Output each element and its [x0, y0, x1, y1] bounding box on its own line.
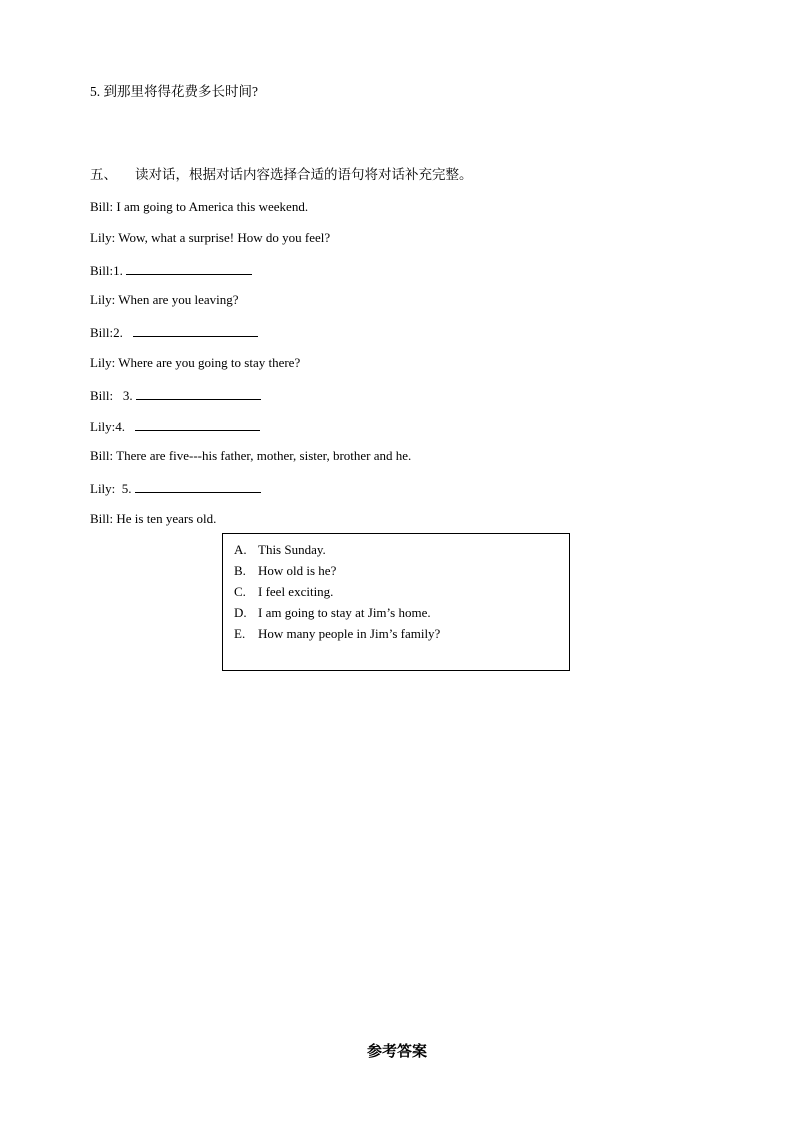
dialogue-line-blank-2: Bill:2. [90, 323, 258, 341]
option-e: E. How many people in Jim’s family? [234, 626, 441, 641]
dialogue-line: Lily: Where are you going to stay there? [90, 355, 301, 370]
dialogue-line: Lily: Wow, what a surprise! How do you feel? [90, 230, 331, 245]
dialogue-line-blank-1: Bill:1. [90, 261, 252, 279]
answer-blank-3[interactable] [136, 386, 261, 400]
answer-blank-5[interactable] [135, 479, 261, 493]
question-5: 5. 到那里将得花费多长时间? [90, 84, 258, 99]
option-c: C. I feel exciting. [234, 584, 334, 599]
option-b: B. How old is he? [234, 563, 337, 578]
dialogue-line: Lily: When are you leaving? [90, 292, 239, 307]
option-d: D. I am going to stay at Jim’s home. [234, 605, 431, 620]
answer-blank-4[interactable] [135, 417, 260, 431]
dialogue-line-blank-4: Lily:4. [90, 417, 260, 435]
dialogue-line: Bill: He is ten years old. [90, 511, 217, 526]
section-instruction: 读对话，根据对话内容选择合适的语句将对话补充完整。 [135, 167, 473, 182]
answer-blank-2[interactable] [133, 323, 258, 337]
dialogue-line: Bill: There are five---his father, mother, sister, brother and he. [90, 448, 412, 463]
answer-blank-1[interactable] [126, 261, 252, 275]
options-box [222, 533, 570, 671]
dialogue-line-blank-3: Bill: 3. [90, 386, 261, 404]
section-number: 五、 [90, 167, 117, 182]
section-title [90, 167, 473, 183]
option-a: A. This Sunday. [234, 542, 326, 557]
answer-heading: 参考答案 [366, 1042, 427, 1060]
dialogue-line: Bill: I am going to America this weekend. [90, 199, 309, 214]
dialogue-line-blank-5: Lily: 5. [90, 479, 261, 497]
